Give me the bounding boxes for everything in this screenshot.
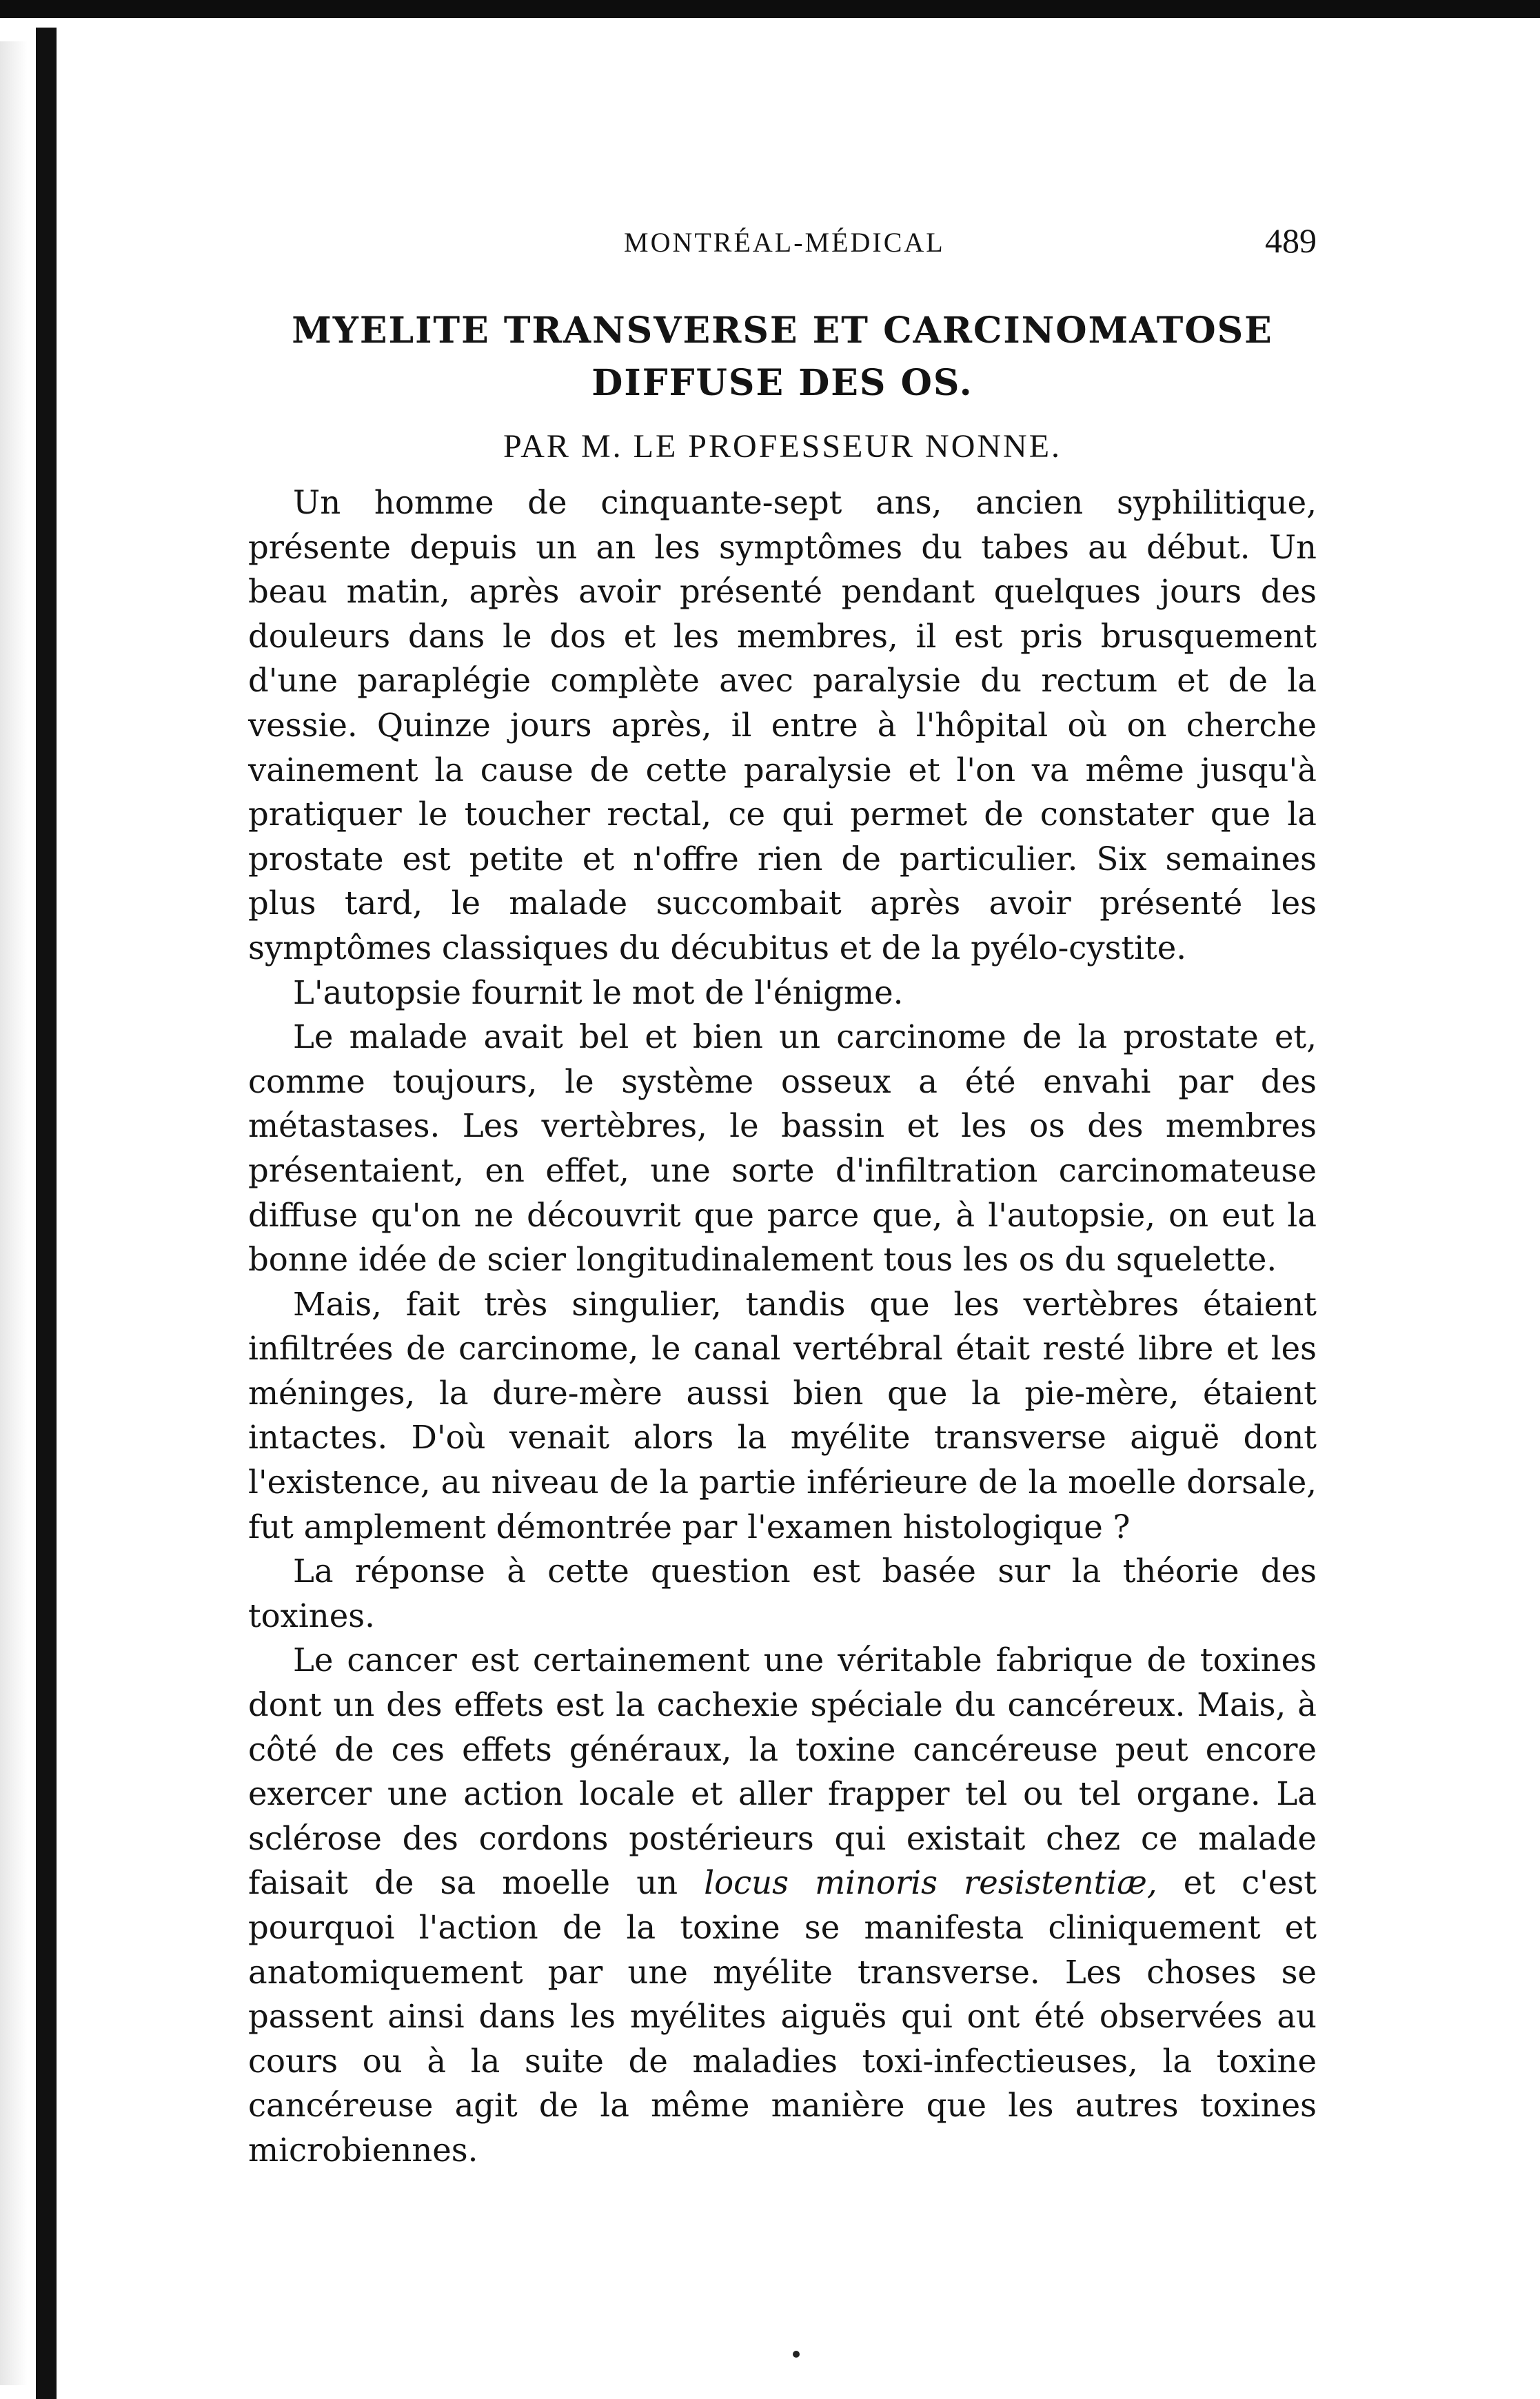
- paragraph-4: Mais, fait très singulier, tandis que les vertèbres étaient infiltrées de carcinome, le canal vertébral était resté libre et les méninges, la dure-mère aussi bien que la pie-mère, étaient intactes. D'où venait alors la myélite transverse aiguë dont l'existence, au niveau de la partie inférieure de la moelle dorsale, fut amplement démontrée par l'examen histologique ?: [248, 1285, 1317, 1546]
- article-byline: PAR M. LE PROFESSEUR NONNE.: [503, 428, 1062, 465]
- binding-edge-rule: [36, 28, 57, 2399]
- running-head: [248, 207, 1317, 269]
- article-body: [248, 480, 1317, 2173]
- article-title-line-1: MYELITE TRANSVERSE ET CARCINOMATOSE: [292, 310, 1273, 352]
- page-number: 489: [1265, 221, 1317, 260]
- top-border-rule: [0, 0, 1540, 18]
- print-speck: [793, 2351, 800, 2358]
- paragraph-6: [248, 1638, 1317, 2172]
- paragraph-6-text-a: Le cancer est certainement une véritable fabrique de toxines dont un des effets est la cachexie spéciale du cancéreux. Mais, à côté de ces effets généraux, la toxine cancéreuse peut encore exercer une action locale et aller frapper tel ou tel organe. La sclérose des cordons postérieurs qui existait chez ce malade faisait de sa moelle un: [248, 1641, 1317, 1902]
- paragraph-2: L'autopsie fournit le mot de l'énigme.: [293, 973, 904, 1011]
- paragraph-3: Le malade avait bel et bien un carcinome de la prostate et, comme toujours, le système osseux a été envahi par des métastases. Les vertèbres, le bassin et les os des membres présentaient, en effet, une sorte d'infiltration carcinomateuse diffuse qu'on ne découvrit que parce que, à l'autopsie, on eut la bonne idée de scier longitudinalement tous les os du squelette.: [248, 1018, 1317, 1279]
- paragraph-1: Un homme de cinquante-sept ans, ancien syphilitique, présente depuis un an les symptômes du tabes au début. Un beau matin, après avoir présenté pendant quelques jours des douleurs dans le dos et les membres, il est pris brusquement d'une paraplégie complète avec paralysie du rectum et de la vessie. Quinze jours après, il entre à l'hôpital où on cherche vainement la cause de cette paralysie et l'on va même jusqu'à pratiquer le toucher rectal, ce qui permet de constater que la prostate est petite et n'offre rien de particulier. Six semaines plus tard, le malade succombait après avoir présenté les symptômes classiques du décubitus et de la pyélo-cystite.: [248, 484, 1317, 966]
- paragraph-6-text-b: et c'est pourquoi l'action de la toxine se manifesta cliniquement et anatomiquement par une myélite transverse. Les choses se passent ainsi dans les myélites aiguës qui ont été observées au cours ou à la suite de maladies toxi-infectieuses, la toxine cancéreuse agit de la même manière que les autres toxines microbiennes.: [248, 1864, 1317, 2169]
- scan-edge-shadow: [0, 41, 28, 2385]
- article-title: [248, 305, 1317, 409]
- page-content: [248, 207, 1317, 2173]
- latin-phrase: locus minoris resistentiæ,: [704, 1864, 1157, 1902]
- article-title-line-2: DIFFUSE DES OS.: [591, 362, 973, 404]
- journal-name: MONTRÉAL-MÉDICAL: [624, 227, 945, 258]
- paragraph-5: La réponse à cette question est basée sur la théorie des toxines.: [248, 1552, 1317, 1634]
